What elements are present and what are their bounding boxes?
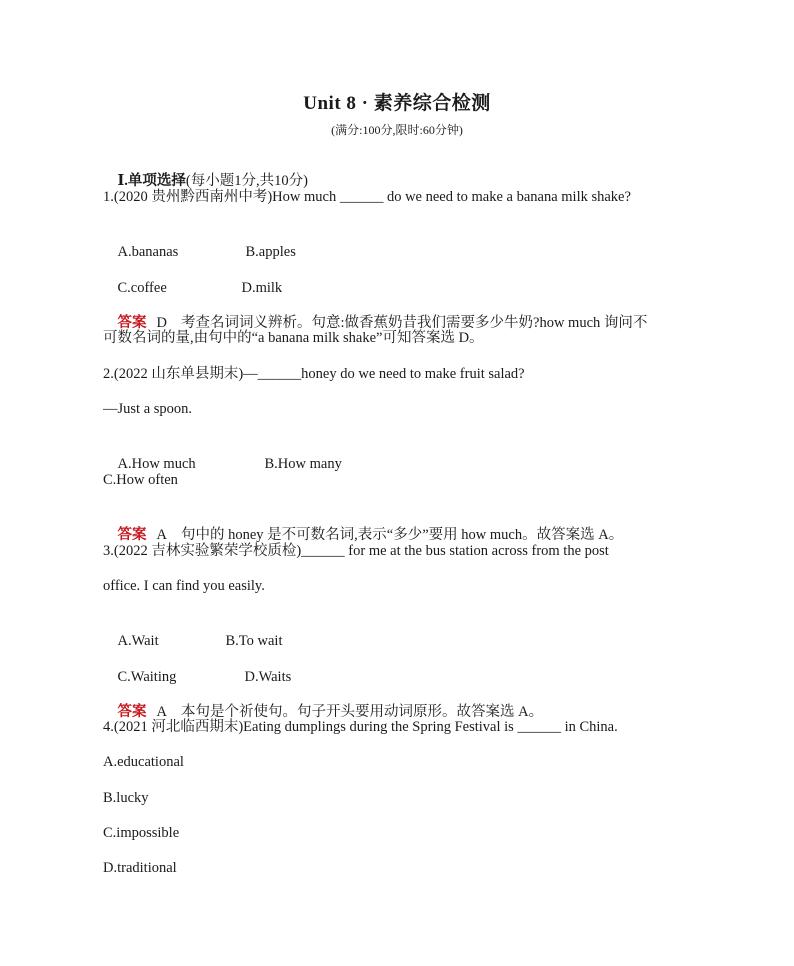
q1-option-c: C.coffee (117, 280, 167, 296)
q2-explanation-1: 句中的 honey 是不可数名词,表示“多少”要用 how much。故答案选 A。 (180, 527, 624, 543)
q3-explanation-1: 本句是个祈使句。句子开头要用动词原形。故答案选 A。 (180, 704, 544, 720)
q4-option-b: B.lucky (103, 790, 149, 806)
answer-label: 答案 (117, 527, 147, 543)
question-3-stem: 3.(2022 吉林实验繁荣学校质检)______ for me at the bus station across from the post (103, 543, 609, 559)
q2-option-b: B.How many (264, 456, 342, 472)
q1-option-d: D.milk (241, 280, 283, 296)
question-3-stem-2: office. I can find you easily. (103, 578, 265, 594)
q3-option-b: B.To wait (225, 633, 283, 649)
q3-option-c: C.Waiting (117, 669, 177, 685)
question-2-stem: 2.(2022 山东单县期末)—______honey do we need to make fruit salad? (103, 366, 525, 382)
q3-option-d: D.Waits (244, 669, 292, 685)
q1-explanation-1: 考查名词词义辨析。句意:做香蕉奶昔我们需要多少牛奶?how much 询问不 (180, 315, 648, 331)
section-label: Ⅰ.单项选择 (117, 173, 186, 189)
q4-option-d: D.traditional (103, 860, 177, 876)
q1-answer-key: D (156, 315, 167, 331)
question-2-stem-2: —Just a spoon. (103, 401, 193, 417)
q1-option-b: B.apples (245, 244, 296, 260)
q2-option-c: C.How often (103, 472, 178, 488)
q1-explanation-2: 可数名词的量,由句中的“a banana milk shake”可知答案选 D。 (103, 330, 484, 346)
q1-option-a: A.bananas (117, 244, 179, 260)
q3-option-a: A.Wait (117, 633, 159, 649)
answer-label: 答案 (117, 315, 147, 331)
question-1-stem: 1.(2020 贵州黔西南州中考)How much ______ do we need to make a banana milk shake? (103, 189, 631, 205)
q3-answer-key: A (156, 704, 167, 720)
section-note: (每小题1分,共10分) (185, 173, 308, 189)
page-subtitle: (满分:100分,限时:60分钟) (331, 123, 463, 137)
answer-label: 答案 (117, 704, 147, 720)
page-title: Unit 8 · 素养综合检测 (303, 93, 491, 114)
q4-option-c: C.impossible (103, 825, 180, 841)
question-4-stem: 4.(2021 河北临西期末)Eating dumplings during the Spring Festival is ______ in China. (103, 719, 618, 735)
q2-answer-key: A (156, 527, 167, 543)
q4-option-a: A.educational (103, 754, 184, 770)
q2-option-a: A.How much (117, 456, 196, 472)
